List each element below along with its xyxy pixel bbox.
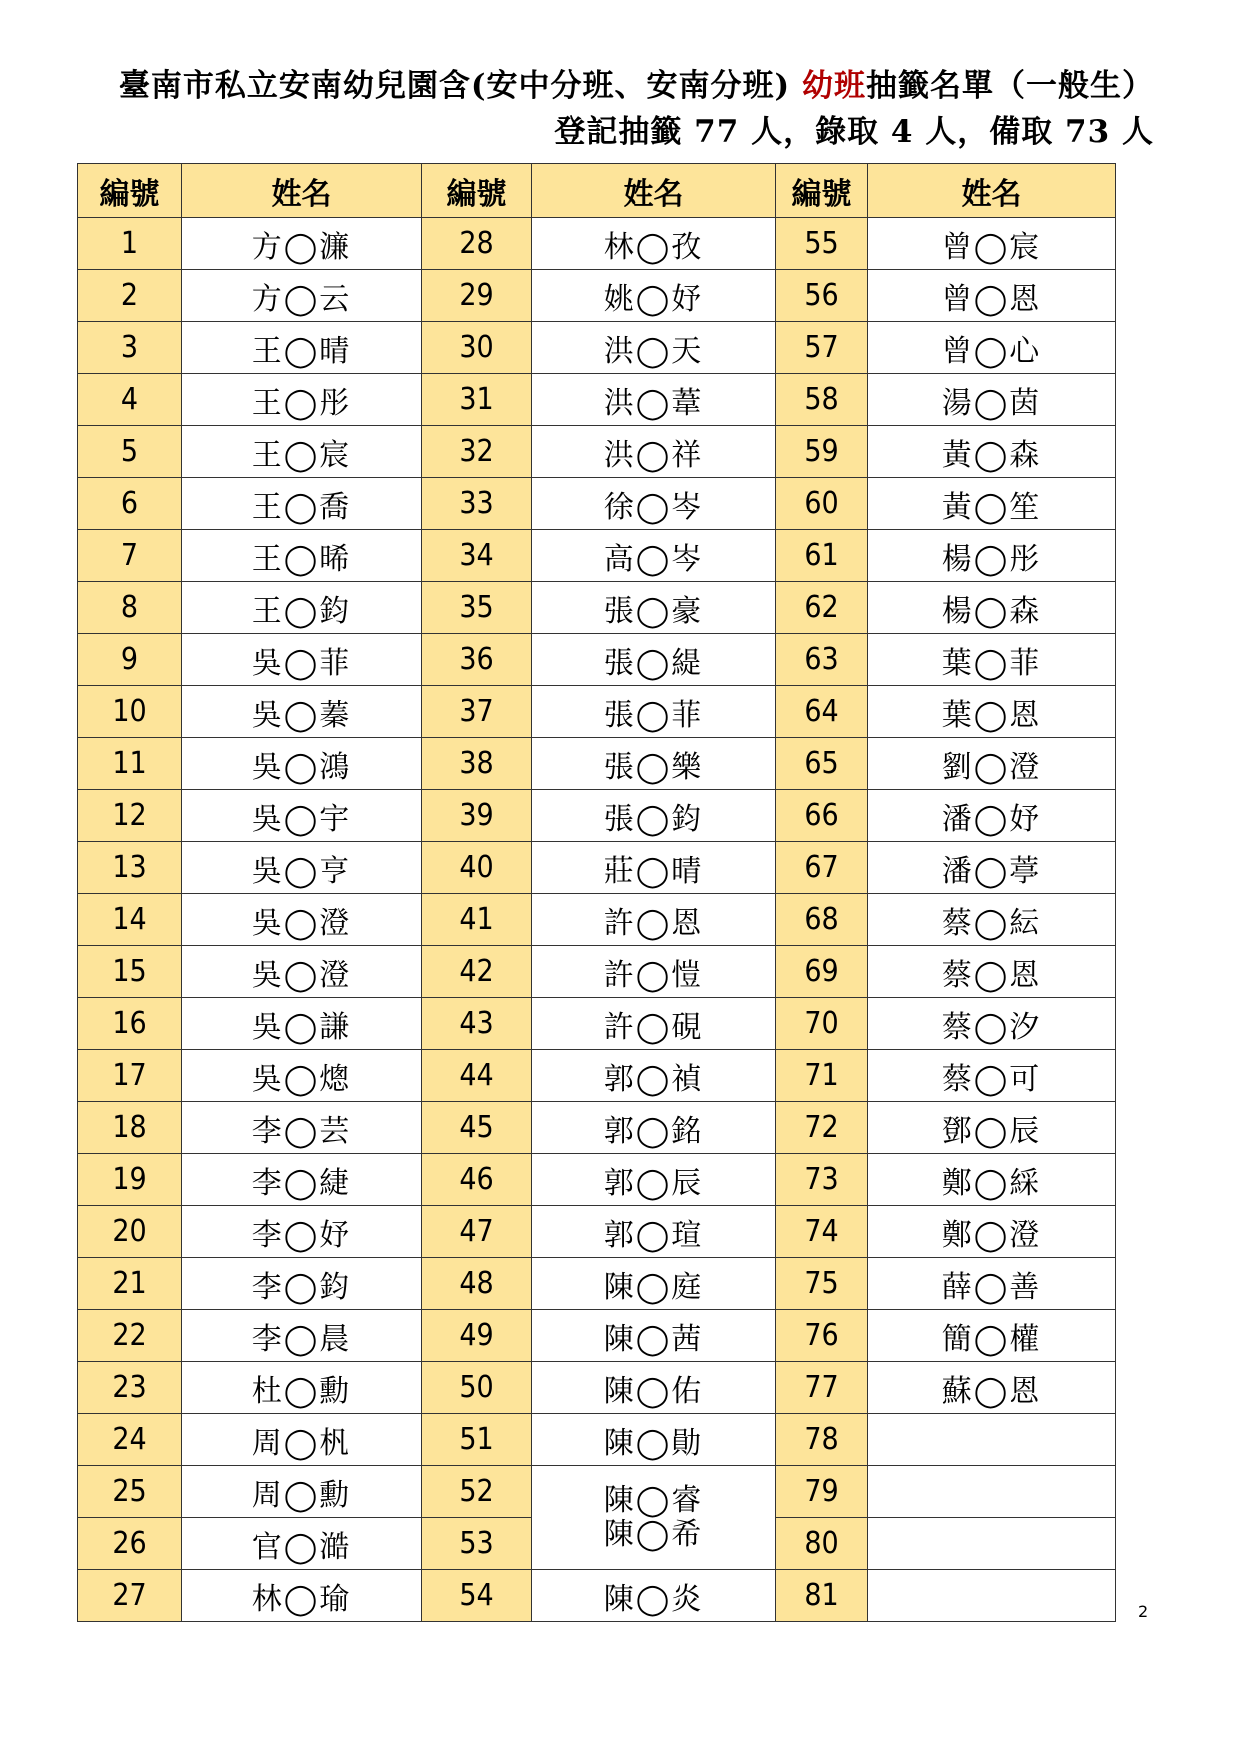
entry-name: 黃◯森: [868, 426, 1116, 478]
table-row: [78, 374, 1116, 426]
entry-name: 張◯緹: [532, 634, 776, 686]
lottery-roster-table: [77, 163, 1116, 1622]
entry-number: 67: [776, 842, 868, 894]
entry-name: 洪◯天: [532, 322, 776, 374]
entry-number: 27: [78, 1570, 182, 1622]
entry-number: 20: [78, 1206, 182, 1258]
entry-number: 1: [78, 218, 182, 270]
roster-body: [78, 218, 1116, 1622]
entry-number: 74: [776, 1206, 868, 1258]
entry-number: 69: [776, 946, 868, 998]
entry-name: 李◯妤: [182, 1206, 422, 1258]
table-row: [78, 1414, 1116, 1466]
table-row: [78, 1466, 1116, 1518]
entry-name: 周◯勳: [182, 1466, 422, 1518]
document-title: [0, 60, 1154, 105]
header-number-3: 編號: [776, 164, 868, 218]
entry-number: 4: [78, 374, 182, 426]
entry-name: 許◯愷: [532, 946, 776, 998]
entry-name: 陳◯希: [603, 1516, 704, 1552]
entry-name: 徐◯岑: [532, 478, 776, 530]
table-row: [78, 582, 1116, 634]
entry-number: 81: [776, 1570, 868, 1622]
entry-number: 15: [78, 946, 182, 998]
entry-name: 陳◯睿: [603, 1482, 704, 1518]
entry-number: 38: [422, 738, 532, 790]
entry-number: 42: [422, 946, 532, 998]
entry-number: 76: [776, 1310, 868, 1362]
entry-number: 65: [776, 738, 868, 790]
entry-name: 李◯鈞: [182, 1258, 422, 1310]
header-number-1: 編號: [78, 164, 182, 218]
entry-number: 22: [78, 1310, 182, 1362]
entry-name: 張◯鈞: [532, 790, 776, 842]
entry-name: 方◯濂: [182, 218, 422, 270]
table-row: [78, 842, 1116, 894]
entry-name: [868, 1414, 1116, 1466]
entry-name: 吳◯謙: [182, 998, 422, 1050]
header-name-1: 姓名: [182, 164, 422, 218]
table-row: [78, 322, 1116, 374]
entry-name: 吳◯菲: [182, 634, 422, 686]
entry-number: 2: [78, 270, 182, 322]
entry-name: 郭◯瑄: [532, 1206, 776, 1258]
table-row: [78, 998, 1116, 1050]
entry-name: 王◯宸: [182, 426, 422, 478]
table-row: [78, 790, 1116, 842]
table-header-row: [78, 164, 1116, 218]
entry-number: 59: [776, 426, 868, 478]
entry-number: 16: [78, 998, 182, 1050]
entry-name: 張◯樂: [532, 738, 776, 790]
table-row: [78, 1310, 1116, 1362]
entry-number: 5: [78, 426, 182, 478]
entry-number: 63: [776, 634, 868, 686]
entry-number: 51: [422, 1414, 532, 1466]
entry-name: 洪◯葦: [532, 374, 776, 426]
entry-name: 李◯晨: [182, 1310, 422, 1362]
entry-name: 簡◯權: [868, 1310, 1116, 1362]
entry-number: 25: [78, 1466, 182, 1518]
document-subtitle: 登記抽籤 77 人，錄取 4 人，備取 73 人: [554, 114, 1154, 150]
entry-number: 66: [776, 790, 868, 842]
entry-number: 52: [422, 1466, 532, 1518]
table-row: [78, 530, 1116, 582]
entry-number: 64: [776, 686, 868, 738]
entry-name: 蔡◯恩: [868, 946, 1116, 998]
entry-number: 23: [78, 1362, 182, 1414]
entry-name: 蔡◯紜: [868, 894, 1116, 946]
entry-name: [868, 1466, 1116, 1518]
entry-name: 陳◯炎: [532, 1570, 776, 1622]
entry-name: 葉◯菲: [868, 634, 1116, 686]
table-row: [78, 1206, 1116, 1258]
title-suffix: 抽籤名單（一般生）: [866, 68, 1154, 104]
entry-name: [868, 1518, 1116, 1570]
entry-name: 蔡◯可: [868, 1050, 1116, 1102]
entry-name: 蘇◯恩: [868, 1362, 1116, 1414]
entry-name: 林◯瑜: [182, 1570, 422, 1622]
entry-number: 47: [422, 1206, 532, 1258]
entry-number: 56: [776, 270, 868, 322]
entry-name: 方◯云: [182, 270, 422, 322]
entry-name: 鄭◯綵: [868, 1154, 1116, 1206]
entry-name: 薛◯善: [868, 1258, 1116, 1310]
entry-name: 陳◯庭: [532, 1258, 776, 1310]
entry-number: 34: [422, 530, 532, 582]
entry-name: 吳◯澄: [182, 894, 422, 946]
entry-name: 李◯緁: [182, 1154, 422, 1206]
entry-number: 36: [422, 634, 532, 686]
entry-name: 王◯晞: [182, 530, 422, 582]
entry-name: 許◯恩: [532, 894, 776, 946]
entry-name: 陳◯佑: [532, 1362, 776, 1414]
entry-name: 王◯鈞: [182, 582, 422, 634]
entry-number: 8: [78, 582, 182, 634]
table-row: [78, 270, 1116, 322]
entry-name: 曾◯心: [868, 322, 1116, 374]
entry-name: 吳◯澄: [182, 946, 422, 998]
entry-number: 21: [78, 1258, 182, 1310]
entry-number: 24: [78, 1414, 182, 1466]
entry-name: 吳◯熜: [182, 1050, 422, 1102]
entry-name: 吳◯鴻: [182, 738, 422, 790]
entry-name: 林◯孜: [532, 218, 776, 270]
entry-name: 吳◯宇: [182, 790, 422, 842]
entry-number: 77: [776, 1362, 868, 1414]
entry-name: 洪◯祥: [532, 426, 776, 478]
header-name-2: 姓名: [532, 164, 776, 218]
entry-number: 13: [78, 842, 182, 894]
entry-name: 潘◯葶: [868, 842, 1116, 894]
entry-number: 48: [422, 1258, 532, 1310]
entry-number: 32: [422, 426, 532, 478]
entry-name: 王◯晴: [182, 322, 422, 374]
entry-number: 54: [422, 1570, 532, 1622]
table-row: [78, 426, 1116, 478]
entry-number: 53: [422, 1518, 532, 1570]
table-row: [78, 1570, 1116, 1622]
entry-name: 郭◯禎: [532, 1050, 776, 1102]
table-row: [78, 946, 1116, 998]
table-row: [78, 1258, 1116, 1310]
table-row: [78, 1102, 1116, 1154]
page-number: 2: [1138, 1602, 1149, 1621]
entry-name: 郭◯銘: [532, 1102, 776, 1154]
entry-name: 吳◯蓁: [182, 686, 422, 738]
entry-number: 79: [776, 1466, 868, 1518]
entry-name: 曾◯恩: [868, 270, 1116, 322]
entry-name: 陳◯勛: [532, 1414, 776, 1466]
entry-number: 57: [776, 322, 868, 374]
entry-number: 55: [776, 218, 868, 270]
entry-number: 72: [776, 1102, 868, 1154]
entry-number: 41: [422, 894, 532, 946]
entry-number: 18: [78, 1102, 182, 1154]
merged-name-cell: [532, 1466, 776, 1570]
entry-name: 潘◯妤: [868, 790, 1116, 842]
entry-number: 43: [422, 998, 532, 1050]
entry-number: 35: [422, 582, 532, 634]
entry-number: 46: [422, 1154, 532, 1206]
entry-number: 11: [78, 738, 182, 790]
table-row: [78, 218, 1116, 270]
entry-name: 莊◯晴: [532, 842, 776, 894]
entry-number: 40: [422, 842, 532, 894]
table-row: [78, 1154, 1116, 1206]
table-row: [78, 478, 1116, 530]
entry-name: 湯◯茵: [868, 374, 1116, 426]
entry-name: 杜◯勳: [182, 1362, 422, 1414]
entry-number: 44: [422, 1050, 532, 1102]
entry-name: 周◯杋: [182, 1414, 422, 1466]
entry-number: 6: [78, 478, 182, 530]
entry-number: 68: [776, 894, 868, 946]
title-text: 臺南市私立安南幼兒園含(安中分班、安南分班): [118, 68, 791, 104]
entry-name: 陳◯茜: [532, 1310, 776, 1362]
entry-number: 50: [422, 1362, 532, 1414]
entry-name: 張◯豪: [532, 582, 776, 634]
entry-number: 19: [78, 1154, 182, 1206]
entry-number: 75: [776, 1258, 868, 1310]
entry-number: 62: [776, 582, 868, 634]
entry-number: 26: [78, 1518, 182, 1570]
entry-number: 28: [422, 218, 532, 270]
header-number-2: 編號: [422, 164, 532, 218]
entry-number: 73: [776, 1154, 868, 1206]
entry-name: 許◯硯: [532, 998, 776, 1050]
entry-name: 曾◯宸: [868, 218, 1116, 270]
entry-name: 張◯菲: [532, 686, 776, 738]
entry-number: 12: [78, 790, 182, 842]
entry-number: 33: [422, 478, 532, 530]
entry-number: 14: [78, 894, 182, 946]
table-row: [78, 1362, 1116, 1414]
entry-number: 49: [422, 1310, 532, 1362]
entry-name: 黃◯笙: [868, 478, 1116, 530]
entry-number: 37: [422, 686, 532, 738]
entry-number: 9: [78, 634, 182, 686]
entry-name: 官◯澔: [182, 1518, 422, 1570]
entry-number: 31: [422, 374, 532, 426]
table-row: [78, 738, 1116, 790]
entry-number: 7: [78, 530, 182, 582]
entry-name: 鄧◯辰: [868, 1102, 1116, 1154]
entry-name: 王◯喬: [182, 478, 422, 530]
entry-number: 60: [776, 478, 868, 530]
entry-number: 45: [422, 1102, 532, 1154]
entry-name: 楊◯森: [868, 582, 1116, 634]
entry-name: 劉◯澄: [868, 738, 1116, 790]
table-row: [78, 1050, 1116, 1102]
entry-name: 吳◯亨: [182, 842, 422, 894]
entry-name: 姚◯妤: [532, 270, 776, 322]
table-row: [78, 686, 1116, 738]
entry-number: 78: [776, 1414, 868, 1466]
entry-number: 39: [422, 790, 532, 842]
entry-name: [868, 1570, 1116, 1622]
entry-number: 10: [78, 686, 182, 738]
header-name-3: 姓名: [868, 164, 1116, 218]
title-class-highlight: 幼班: [790, 68, 866, 104]
entry-number: 70: [776, 998, 868, 1050]
entry-number: 17: [78, 1050, 182, 1102]
entry-number: 80: [776, 1518, 868, 1570]
entry-name: 高◯岑: [532, 530, 776, 582]
entry-name: 王◯彤: [182, 374, 422, 426]
entry-number: 30: [422, 322, 532, 374]
entry-number: 58: [776, 374, 868, 426]
entry-name: 郭◯辰: [532, 1154, 776, 1206]
entry-name: 葉◯恩: [868, 686, 1116, 738]
entry-number: 71: [776, 1050, 868, 1102]
entry-number: 29: [422, 270, 532, 322]
table-row: [78, 894, 1116, 946]
entry-name: 李◯芸: [182, 1102, 422, 1154]
table-row: [78, 634, 1116, 686]
entry-name: 蔡◯汐: [868, 998, 1116, 1050]
entry-name: 鄭◯澄: [868, 1206, 1116, 1258]
entry-number: 3: [78, 322, 182, 374]
entry-name: 楊◯彤: [868, 530, 1116, 582]
entry-number: 61: [776, 530, 868, 582]
